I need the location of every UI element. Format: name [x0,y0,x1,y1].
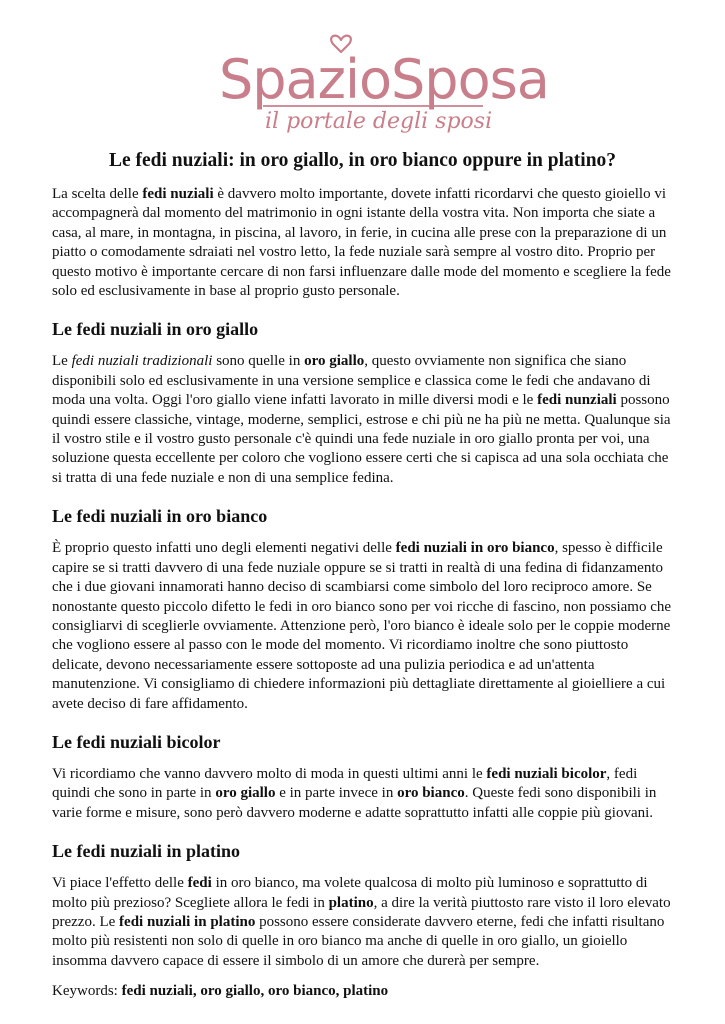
keywords-value: fedi nuziali, oro giallo, oro bianco, platino [121,983,389,1000]
section-heading-oro-giallo: Le fedi nuziali in oro giallo [52,319,259,340]
logo-tagline: il portale degli sposi [265,109,493,134]
paragraph-oro-giallo: Le fedi nuziali tradizionali sono quelle in oro giallo, questo ovviamente non significa che siano disponibili solo ed esclusivamente in una versione semplice e classica come le fedi che andavano di moda una volta. Oggi l'oro giallo viene infatti lavorato in mille diversi modi e le fedi nunziali possono quindi essere classiche, vintage, moderne, semplici, estrose e chi più ne ha più ne metta. Qualunque sia il vostro stile e il vostro gusto personale c'è quindi una fede nuziale in oro giallo pronta per voi, una soluzione questa eccellente per coloro che vogliono essere certi che si capisca ad una sola occhiata che si tratta di una fede nuziale e non di una semplice fedina. [52,353,671,486]
paragraph-oro-bianco: È proprio questo infatti uno degli elementi negativi delle fedi nuziali in oro bianco, spesso è difficile capire se si tratti davvero di una fede nuziale oppure se si tratti in realtà di una fedina di fidanzamento che i due giovani innamorati hanno deciso di scambiarsi come simbolo del loro reciproco amore. Se nonostante questo piccolo difetto le fedi in oro bianco sono per voi ricche di fascino, non possiamo che consigliarvi di sceglierle ovviamente. Attenzione però, l'oro bianco è ideale solo per le coppie moderne che vogliono essere al passo con le mode del momento. Vi ricordiamo inoltre che sono piuttosto delicate, devono necessariamente essere sottoposte ad una pulizia periodica e ad un'attenta manutenzione. Vi consigliamo di chiedere informazioni più dettagliate direttamente al gioielliere a cui avete deciso di fare affidamento. [52,540,672,712]
intro-paragraph: La scelta delle fedi nuziali è davvero molto importante, dovete infatti ricordarvi che questo gioiello vi accompagnerà dal momento del matrimonio in ogni istante della vostra vita. Non importa che siate a casa, al mare, in montagna, in piscina, al lavoro, in ferie, in cucina alle prese con la preparazione di un piatto o comodamente sdraiati nel vostro letto, la fede nuziale sarà sempre al vostro dito. Proprio per questo motivo è importante cercare di non farsi influenzare dalle mode del momento e scegliere la fede solo ed esclusivamente in base al proprio gusto personale. [52,186,671,300]
logo-wordmark: SpazioSposa [219,48,549,111]
section-heading-bicolor: Le fedi nuziali bicolor [52,731,221,752]
site-logo [213,28,549,136]
keywords-label: Keywords: [52,983,122,1000]
article-body [52,185,674,1002]
paragraph-platino: Vi piace l'effetto delle fedi in oro bianco, ma volete qualcosa di molto più luminoso e soprattutto di molto più prezioso? Scegliete allora le fedi in platino, a dire la verità piuttosto rare visto il loro elevato prezzo. Le fedi nuziali in platino possono essere considerate davvero eterne, fedi che infatti risultano molto più resistenti non solo di quelle in oro bianco ma anche di quelle in oro giallo, un gioiello insomma davvero capace di essere il simbolo di un amore che durerà per sempre. [52,875,671,969]
keywords-line [52,982,674,1001]
section-heading-oro-bianco: Le fedi nuziali in oro bianco [52,506,268,527]
paragraph-bicolor: Vi ricordiamo che vanno davvero molto di moda in questi ultimi anni le fedi nuziali bicolor, fedi quindi che sono in parte in oro giallo e in parte invece in oro bianco. Queste fedi sono disponibili in varie forme e misure, sono però davvero moderne e adatte soprattutto infatti alle coppie più giovani. [52,765,657,821]
page-title: Le fedi nuziali: in oro giallo, in oro bianco oppure in platino? [108,150,617,171]
section-heading-platino: Le fedi nuziali in platino [52,841,241,862]
